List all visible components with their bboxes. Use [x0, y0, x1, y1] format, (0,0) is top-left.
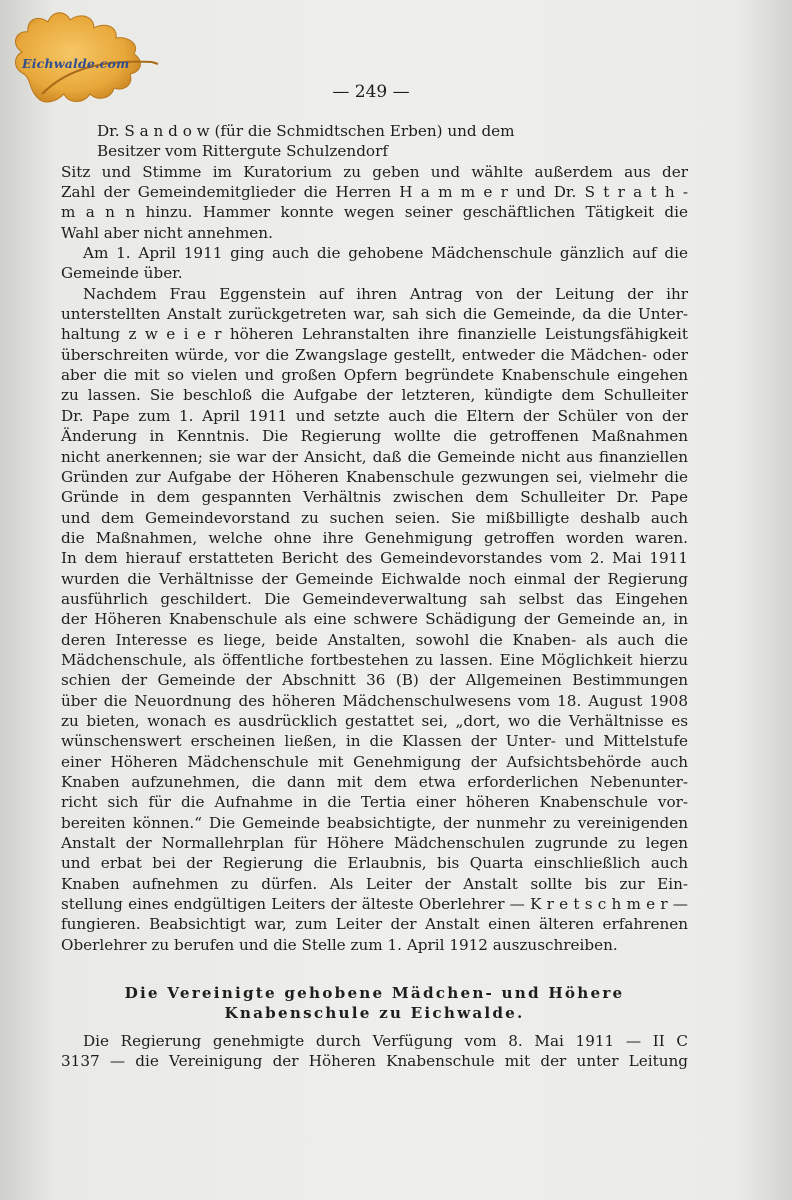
text-line: zu lassen. Sie beschloß die Aufgabe der letzteren, kündigte dem Schulleiter	[61, 386, 688, 405]
text-line: Änderung in Kenntnis. Die Regierung wollte die getroffenen Maßnahmen	[61, 427, 688, 446]
text-line: Nachdem Frau Eggenstein auf ihren Antrag von der Leitung der ihr	[83, 284, 688, 303]
text-line: m a n n hinzu. Hammer konnte wegen seiner geschäftlichen Tätigkeit die	[61, 203, 688, 222]
text-line: bereiten können.“ Die Gemeinde beabsichtigte, der nunmehr zu vereinigenden	[61, 813, 688, 832]
text-line: Gemeinde über.	[61, 264, 183, 283]
text-line: und dem Gemeindevorstand zu suchen seien. Sie mißbilligte deshalb auch	[61, 508, 688, 527]
text-line: Gründen zur Aufgabe der Höheren Knabenschule gezwungen sei, vielmehr die	[61, 467, 688, 486]
text-line: Zahl der Gemeindemitglieder die Herren H a m m e r und Dr. S t r a t h -	[61, 183, 688, 202]
text-line: Oberlehrer zu berufen und die Stelle zum 1. April 1912 auszuschreiben.	[61, 935, 618, 954]
page-number: — 249 —	[332, 82, 410, 102]
text-line: nicht anerkennen; sie war der Ansicht, daß die Gemeinde nicht aus finanziellen	[61, 447, 688, 466]
text-line: einer Höheren Mädchenschule mit Genehmigung der Aufsichtsbehörde auch	[61, 752, 688, 771]
body-text	[61, 121, 688, 955]
text-line: wurden die Verhältnisse der Gemeinde Eichwalde noch einmal der Regierung	[61, 569, 688, 588]
section-heading-line-1: Die Vereinigte gehobene Mädchen- und Höhere	[124, 984, 625, 1002]
text-line: In dem hierauf erstatteten Bericht des Gemeindevorstandes vom 2. Mai 1911	[61, 549, 688, 568]
text-line: aber die mit so vielen und großen Opfern begründete Knabenschule eingehen	[61, 366, 688, 385]
text-line: richt sich für die Aufnahme in die Tertia einer höheren Knabenschule vor-	[61, 793, 688, 812]
text-line: zu bieten, wonach es ausdrücklich gestattet sei, „dort, wo die Verhältnisse es	[61, 711, 688, 730]
text-line: Dr. S a n d o w (für die Schmidtschen Erben) und dem	[97, 122, 515, 140]
section-heading-line-2: Knabenschule zu Eichwalde.	[224, 1004, 525, 1022]
text-line: Knaben aufnehmen zu dürfen. Als Leiter der Anstalt sollte bis zur Ein-	[61, 874, 688, 893]
text-line: Knaben aufzunehmen, die dann mit dem etwa erforderlichen Nebenunter-	[61, 773, 688, 791]
text-line: ausführlich geschildert. Die Gemeindeverwaltung sah selbst das Eingehen	[61, 589, 688, 608]
text-line: wünschenswert erscheinen ließen, in die Klassen der Unter- und Mittelstufe	[61, 732, 688, 751]
text-line: Wahl aber nicht annehmen.	[61, 223, 273, 242]
text-line: Anstalt der Normallehrplan für Höhere Mädchenschulen zugrunde zu legen	[61, 834, 688, 853]
text-line: schien der Gemeinde der Abschnitt 36 (B) der Allgemeinen Bestimmungen	[61, 671, 688, 690]
logo-text: Eichwalde.com	[22, 56, 130, 71]
text-line: Am 1. April 1911 ging auch die gehobene Mädchenschule gänzlich auf die	[83, 244, 688, 263]
text-line: Sitz und Stimme im Kuratorium zu geben und wählte außerdem aus der	[61, 162, 688, 181]
text-line: fungieren. Beabsichtigt war, zum Leiter der Anstalt einen älteren erfahrenen	[61, 915, 688, 934]
text-line: überschreiten würde, vor die Zwangslage gestellt, entweder die Mädchen- oder	[61, 345, 688, 364]
text-line: Dr. Pape zum 1. April 1911 und setzte auch die Eltern der Schüler von der	[61, 406, 688, 425]
text-line: über die Neuordnung des höheren Mädchenschulwesens vom 18. August 1908	[61, 691, 688, 710]
text-line: Besitzer vom Rittergute Schulzendorf	[97, 142, 388, 161]
body-text-continued	[61, 1031, 688, 1072]
text-line: deren Interesse es liege, beide Anstalten, sowohl die Knaben- als auch die	[61, 630, 688, 649]
text-line: stellung eines endgültigen Leiters der älteste Oberlehrer — K r e t s c h m e r —	[61, 895, 688, 914]
text-line: Mädchenschule, als öffentliche fortbestehen zu lassen. Eine Möglichkeit hierzu	[61, 650, 688, 669]
text-line: Die Regierung genehmigte durch Verfügung vom 8. Mai 1911 — II C	[83, 1032, 688, 1050]
text-line: die Maßnahmen, welche ohne ihre Genehmigung getroffen worden waren.	[61, 528, 688, 547]
text-line: haltung z w e i e r höheren Lehranstalten ihre finanzielle Leistungsfähigkeit	[61, 325, 688, 344]
text-line: Gründe in dem gespannten Verhältnis zwischen dem Schulleiter Dr. Pape	[61, 488, 688, 507]
text-line: und erbat bei der Regierung die Erlaubnis, bis Quarta einschließlich auch	[61, 854, 688, 873]
text-line: 3137 — die Vereinigung der Höheren Knabenschule mit der unter Leitung	[61, 1052, 688, 1071]
text-line: der Höheren Knabenschule als eine schwere Schädigung der Gemeinde an, in	[61, 610, 688, 629]
text-line: unterstellten Anstalt zurückgetreten war, sah sich die Gemeinde, da die Unter-	[61, 305, 688, 324]
